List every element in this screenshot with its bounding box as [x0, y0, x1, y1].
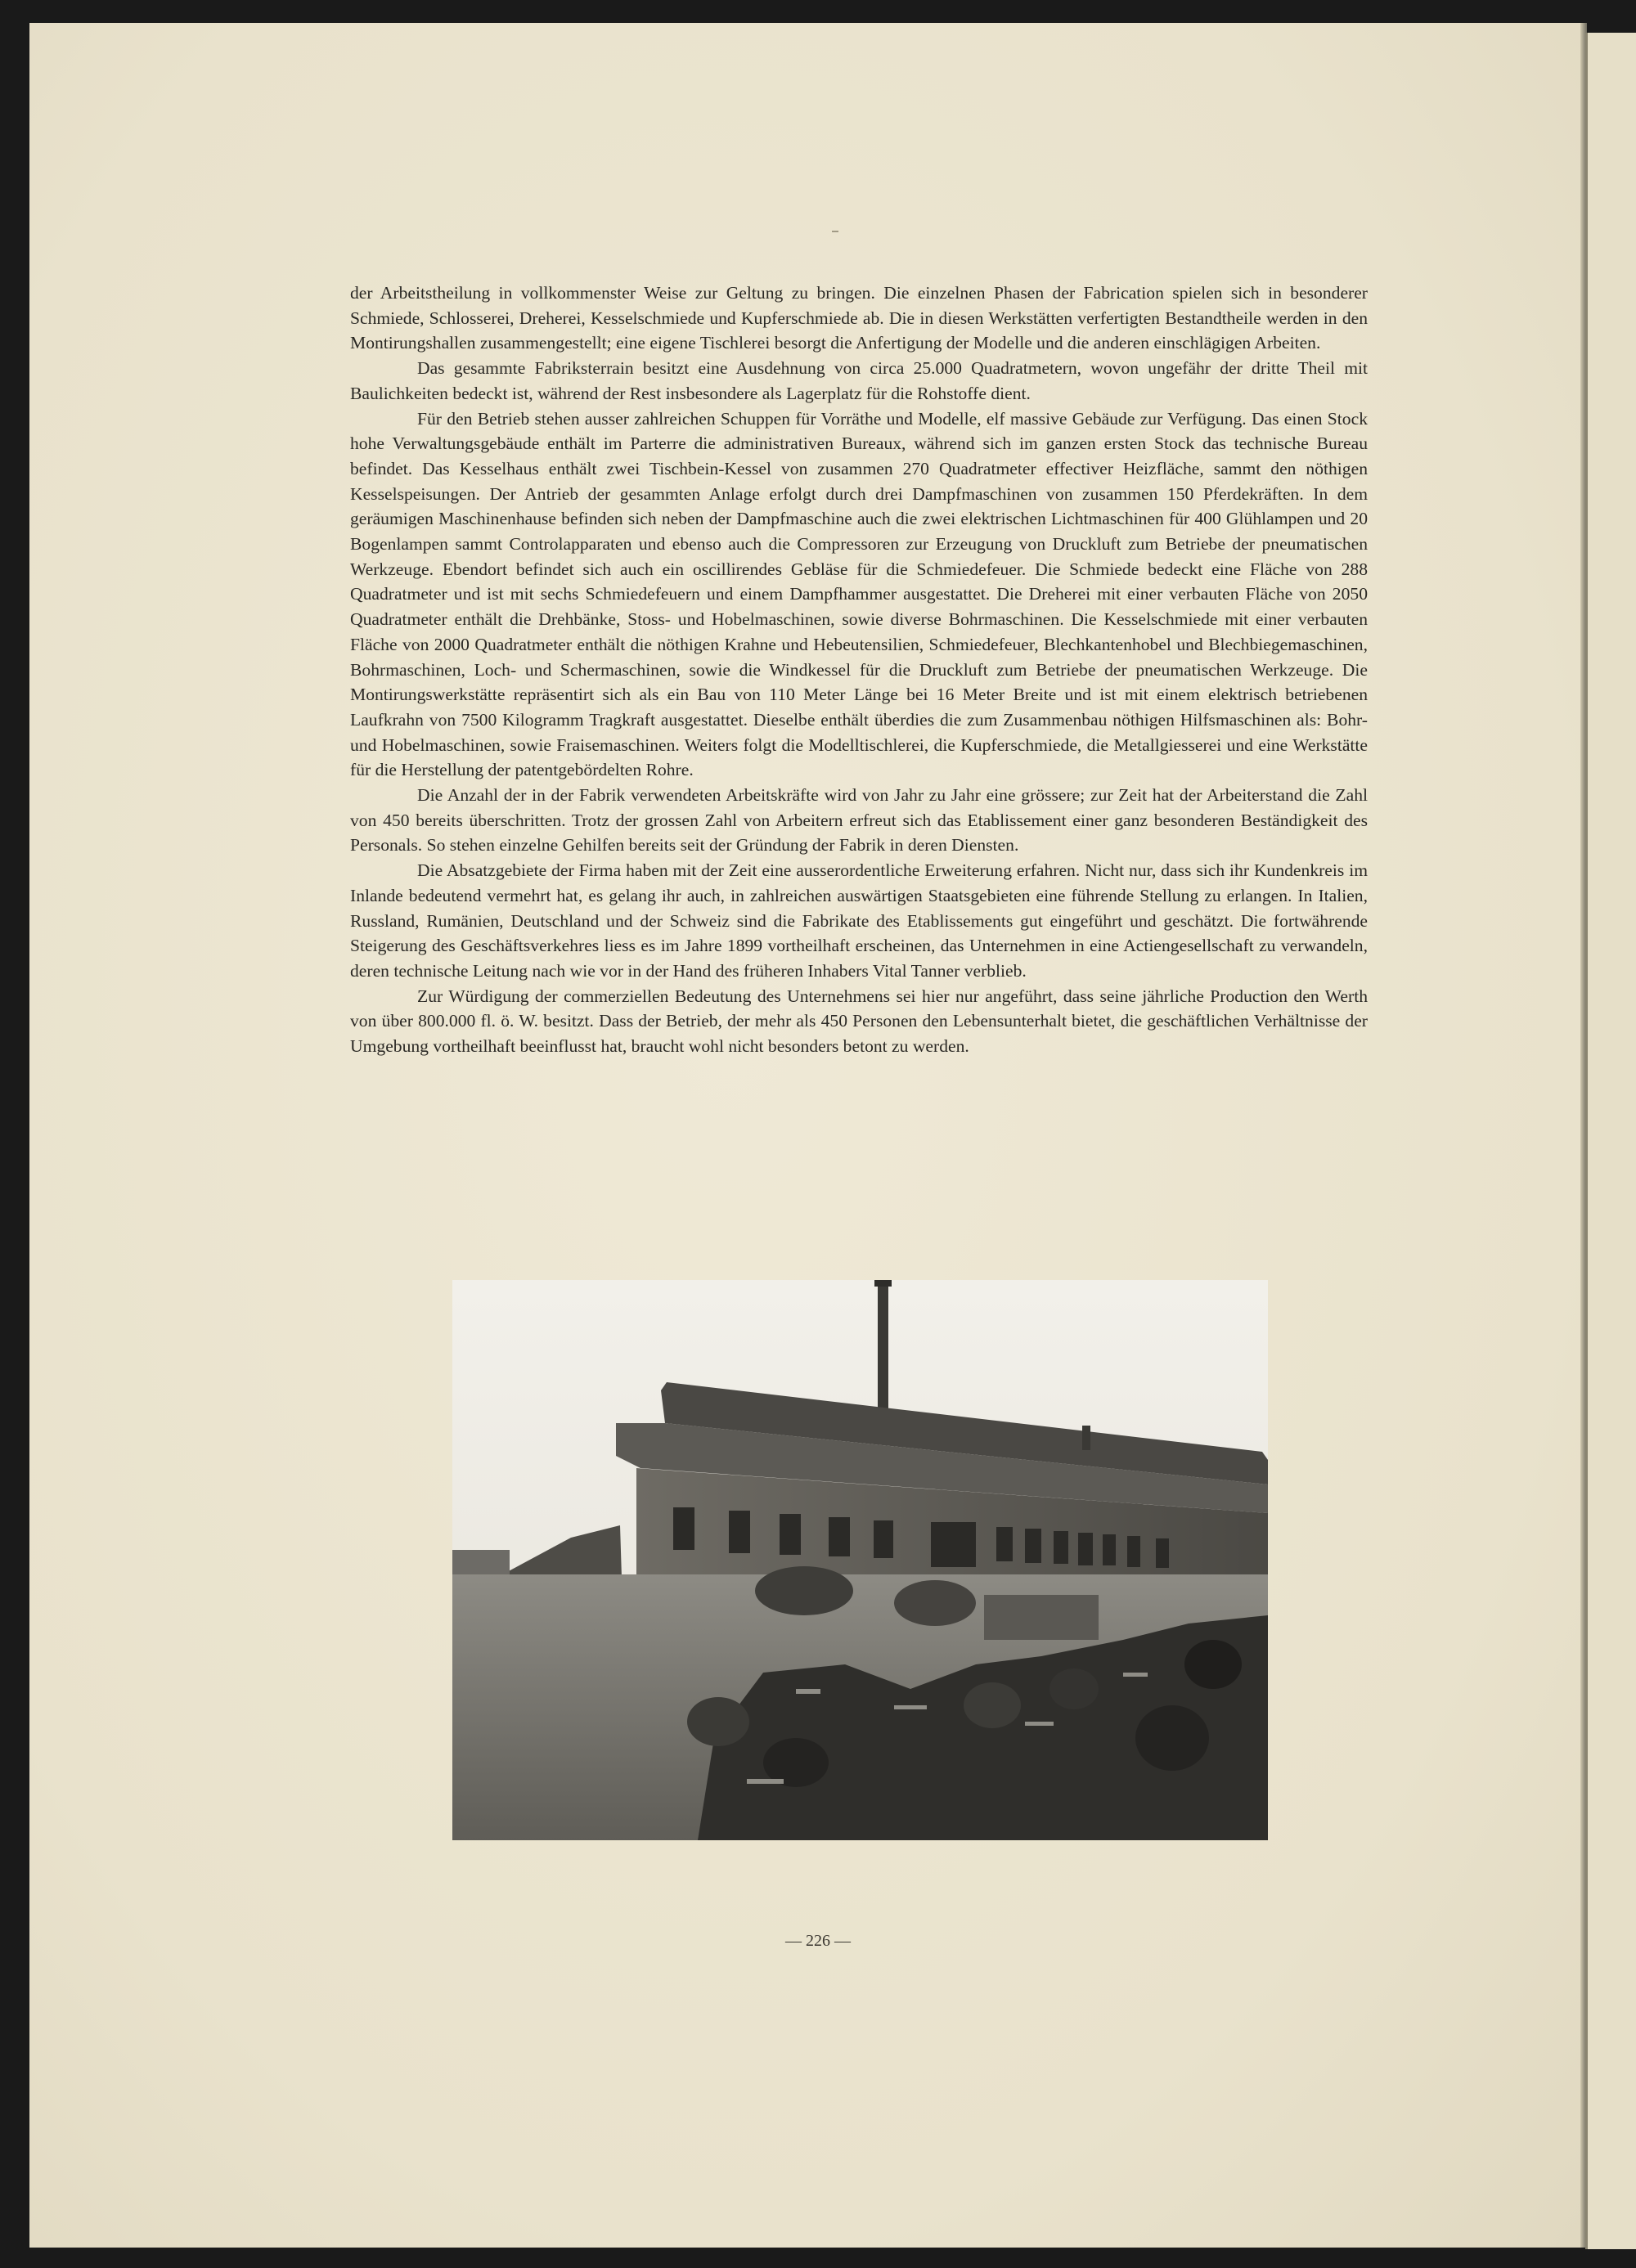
chimney-cap	[874, 1280, 892, 1287]
factory-yard-illustration	[452, 1280, 1268, 1840]
paragraph: Das gesammte Fabriksterrain besitzt eine Ausdehnung von circa 25.000 Quadratmetern, wovon ungefähr der dritte Theil mit Baulichkeiten bedeckt ist, während der Rest insbesondere als Lagerplatz für die Rohstoffe dient.	[350, 358, 1368, 403]
boiler-left	[755, 1566, 853, 1615]
factory-yard-photograph	[452, 1280, 1268, 1840]
paragraph: Die Absatzgebiete der Firma haben mit der Zeit eine ausserordentliche Erweiterung erfahren. Nicht nur, dass sich ihr Kundenkreis im Inlande bedeutend vermehrt hat, es gelang ihr auch, in zahlreichen auswärtigen Staatsgebieten eine führende Stellung zu erlangen. In Italien, Russland, Rumänien, Deutschland und der Schweiz sind die Fabrikate des Etablissements gut eingeführt und geschätzt. Die fortwährende Steigerung des Geschäftsverkehres liess es im Jahre 1899 vortheilhaft erscheinen, das Unternehmen in eine Actiengesellschaft zu verwandeln, deren technische Leitung nach wie vor in der Hand des früheren Inhabers Vital Tanner verblieb.	[350, 860, 1368, 981]
paragraph: der Arbeitstheilung in vollkommenster Weise zur Geltung zu bringen. Die einzelnen Phasen der Fabrication spielen sich in besonderer Schmiede, Schlosserei, Dreherei, Kesselschmiede und Kupferschmiede ab. Die in diesen Werkstätten verfertigten Bestandtheile werden in den Montirungshallen zusammengestellt; eine eigene Tischlerei besorgt die Anfertigung der Modelle und die anderen einschlägigen Arbeiten.	[350, 283, 1368, 353]
boiler-middle	[894, 1580, 976, 1626]
body-text	[350, 281, 1368, 1059]
printer-mark	[832, 231, 838, 232]
adjacent-page-edge	[1585, 33, 1636, 2249]
paragraph: Für den Betrieb stehen ausser zahlreichen Schuppen für Vorräthe und Modelle, elf massive Gebäude zur Verfügung. Das einen Stock hohe Verwaltungsgebäude enthält im Parterre die administrativen Bureaux, während sich im ganzen ersten Stock das technische Bureau befindet. Das Kesselhaus enthält zwei Tischbein-Kessel von zusammen 270 Quadratmeter effectiver Heizfläche, sammt den nöthigen Kesselspeisungen. Der Antrieb der gesammten Anlage erfolgt durch drei Dampfmaschinen von zusammen 150 Pferdekräften. In dem geräumigen Maschinenhause befinden sich neben der Dampfmaschine auch die zwei elektrischen Lichtmaschinen für 400 Glühlampen und 20 Bogenlampen sammt Controlapparaten und ebenso auch die Compressoren zur Erzeugung von Druckluft zum Betriebe der pneumatischen Werkzeuge. Ebendort befindet sich auch ein oscillirendes Gebläse für die Schmiedefeuer. Die Schmiede bedeckt eine Fläche von 288 Quadratmeter und ist mit sechs Schmiedefeuern und einem Dampfhammer ausgestattet. Die Dreherei mit einer verbauten Fläche von 2050 Quadratmeter enthält die Drehbänke, Stoss- und Hobelmaschinen, sowie diverse Bohrmaschinen. Die Kesselschmiede mit einer verbauten Fläche von 2000 Quadratmeter enthält die nöthigen Krahne und Hebeutensilien, Schmiedefeuer, Blechkantenhobel und Blechbiegemaschinen, Bohrmaschinen, Loch- und Schermaschinen, sowie die Windkessel für die Druckluft zum Betriebe der pneumatischen Werkzeuge. Die Montirungswerkstätte repräsentirt sich als ein Bau von 110 Meter Länge bei 16 Meter Breite und ist mit einem elektrisch betriebenen Laufkrahn von 7500 Kilogramm Tragkraft ausgestattet. Dieselbe enthält überdies die zum Zusammenbau nöthigen Hilfsmaschinen als: Bohr- und Hobelmaschinen, sowie Fraisemaschinen. Weiters folgt die Modelltischlerei, die Kupferschmiede, die Metallgiesserei und eine Werkstätte für die Herstellung der patentgebördelten Rohre.	[350, 408, 1368, 780]
page-number: — 226 —	[785, 1932, 851, 1950]
chimney	[878, 1280, 888, 1427]
paragraph: Zur Würdigung der commerziellen Bedeutung des Unternehmens sei hier nur angeführt, dass seine jährliche Production den Werth von über 800.000 fl. ö. W. besitzt. Dass der Betrieb, der mehr als 450 Personen den Lebensunterhalt bietet, die geschäftlichen Verhältnisse der Umgebung vortheilhaft beeinflusst hat, braucht wohl nicht besonders betont zu werden.	[350, 986, 1368, 1057]
stacked-crates	[984, 1595, 1099, 1640]
small-chimney	[1082, 1426, 1090, 1450]
paragraph: Die Anzahl der in der Fabrik verwendeten Arbeitskräfte wird von Jahr zu Jahr eine grössere; zur Zeit hat der Arbeiterstand die Zahl von 450 bereits überschritten. Trotz der grossen Zahl von Arbeitern erfreut sich das Etablissement einer ganz besonderen Beständigkeit des Personals. So stehen einzelne Gehilfen bereits seit der Gründung der Fabrik in deren Diensten.	[350, 785, 1368, 856]
